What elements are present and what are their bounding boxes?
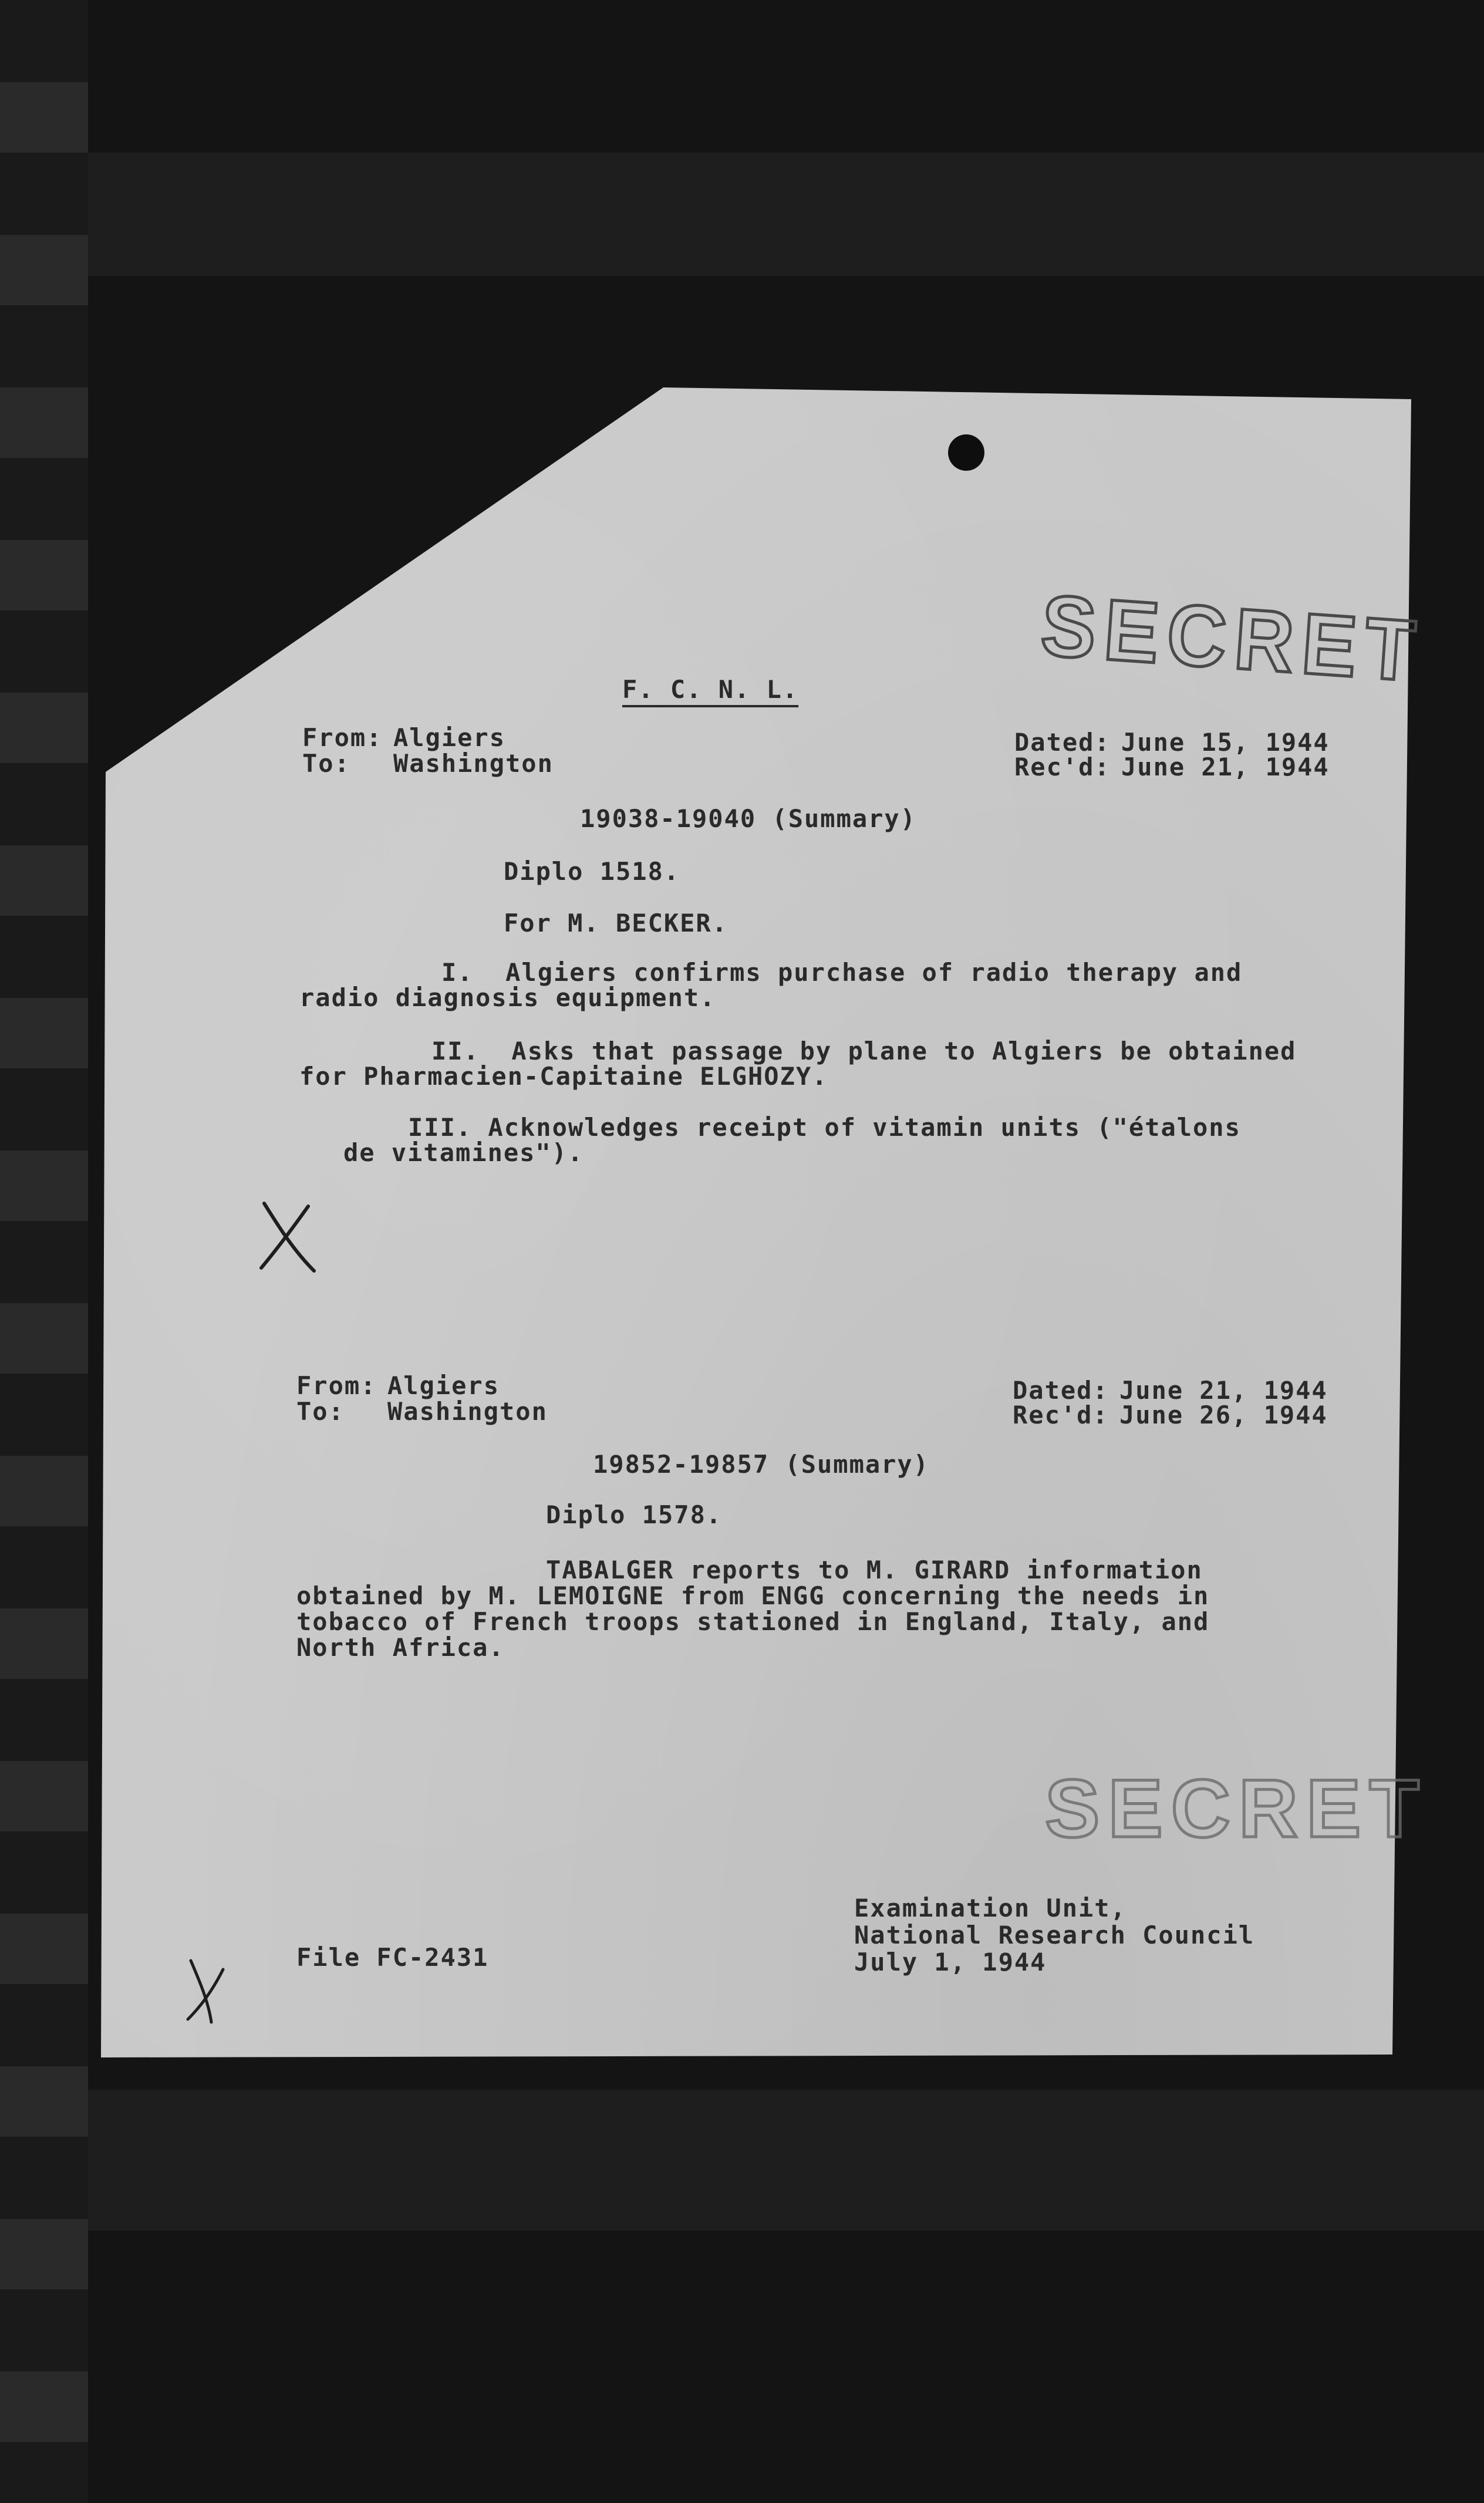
dated-label: Dated: <box>1013 1376 1109 1405</box>
agency-header: F. C. N. L. <box>622 675 799 704</box>
body-line: tobacco of French troops stationed in England, Italy, and <box>296 1607 1210 1636</box>
film-band <box>0 153 1484 276</box>
secret-stamp-top: SECRET <box>1038 576 1427 700</box>
signature-line: Examination Unit, <box>854 1894 1127 1922</box>
item-line: de vitamines"). <box>343 1138 584 1167</box>
item-line: radio diagnosis equipment. <box>299 983 716 1012</box>
film-band <box>0 2090 1484 2231</box>
signature-line: July 1, 1944 <box>854 1948 1047 1976</box>
secret-stamp-bottom: SECRET <box>1045 1762 1428 1854</box>
to-value: Washington <box>393 749 554 778</box>
to-label: To: <box>296 1397 345 1426</box>
dated-value: June 15, 1944 <box>1121 728 1330 757</box>
to-label: To: <box>302 749 350 778</box>
from-value: Algiers <box>393 723 506 752</box>
handwritten-x-mark <box>252 1197 323 1274</box>
film-edge <box>0 0 88 2503</box>
recd-label: Rec'd: <box>1013 1401 1109 1429</box>
dated-value: June 21, 1944 <box>1119 1376 1328 1405</box>
dated-label: Dated: <box>1014 728 1111 757</box>
body-line: North Africa. <box>296 1633 505 1662</box>
body-line: TABALGER reports to M. GIRARD information <box>546 1556 1203 1584</box>
recd-value: June 21, 1944 <box>1121 753 1330 781</box>
from-label: From: <box>296 1371 377 1400</box>
file-number: File FC-2431 <box>296 1943 489 1972</box>
item-line: for Pharmacien-Capitaine ELGHOZY. <box>299 1062 828 1091</box>
punch-hole <box>948 434 984 471</box>
from-label: From: <box>302 723 383 752</box>
diplo-number: Diplo 1518. <box>504 857 680 886</box>
recd-label: Rec'd: <box>1014 753 1111 781</box>
recd-value: June 26, 1944 <box>1119 1401 1328 1429</box>
handwritten-x-mark <box>179 1955 232 2025</box>
message-numbers: 19038-19040 (Summary) <box>580 804 917 833</box>
item-line: I. Algiers confirms purchase of radio therapy and <box>441 958 1243 987</box>
from-value: Algiers <box>387 1371 500 1400</box>
item-line: III. Acknowledges receipt of vitamin units ("étalons <box>408 1113 1241 1142</box>
item-line: II. Asks that passage by plane to Algiers be obtained <box>431 1037 1297 1065</box>
attention-line: For M. BECKER. <box>504 909 728 937</box>
to-value: Washington <box>387 1397 548 1426</box>
message-numbers: 19852-19857 (Summary) <box>593 1450 930 1479</box>
diplo-number: Diplo 1578. <box>546 1500 723 1529</box>
signature-line: National Research Council <box>854 1921 1255 1949</box>
body-line: obtained by M. LEMOIGNE from ENGG concerning the needs in <box>296 1581 1210 1610</box>
